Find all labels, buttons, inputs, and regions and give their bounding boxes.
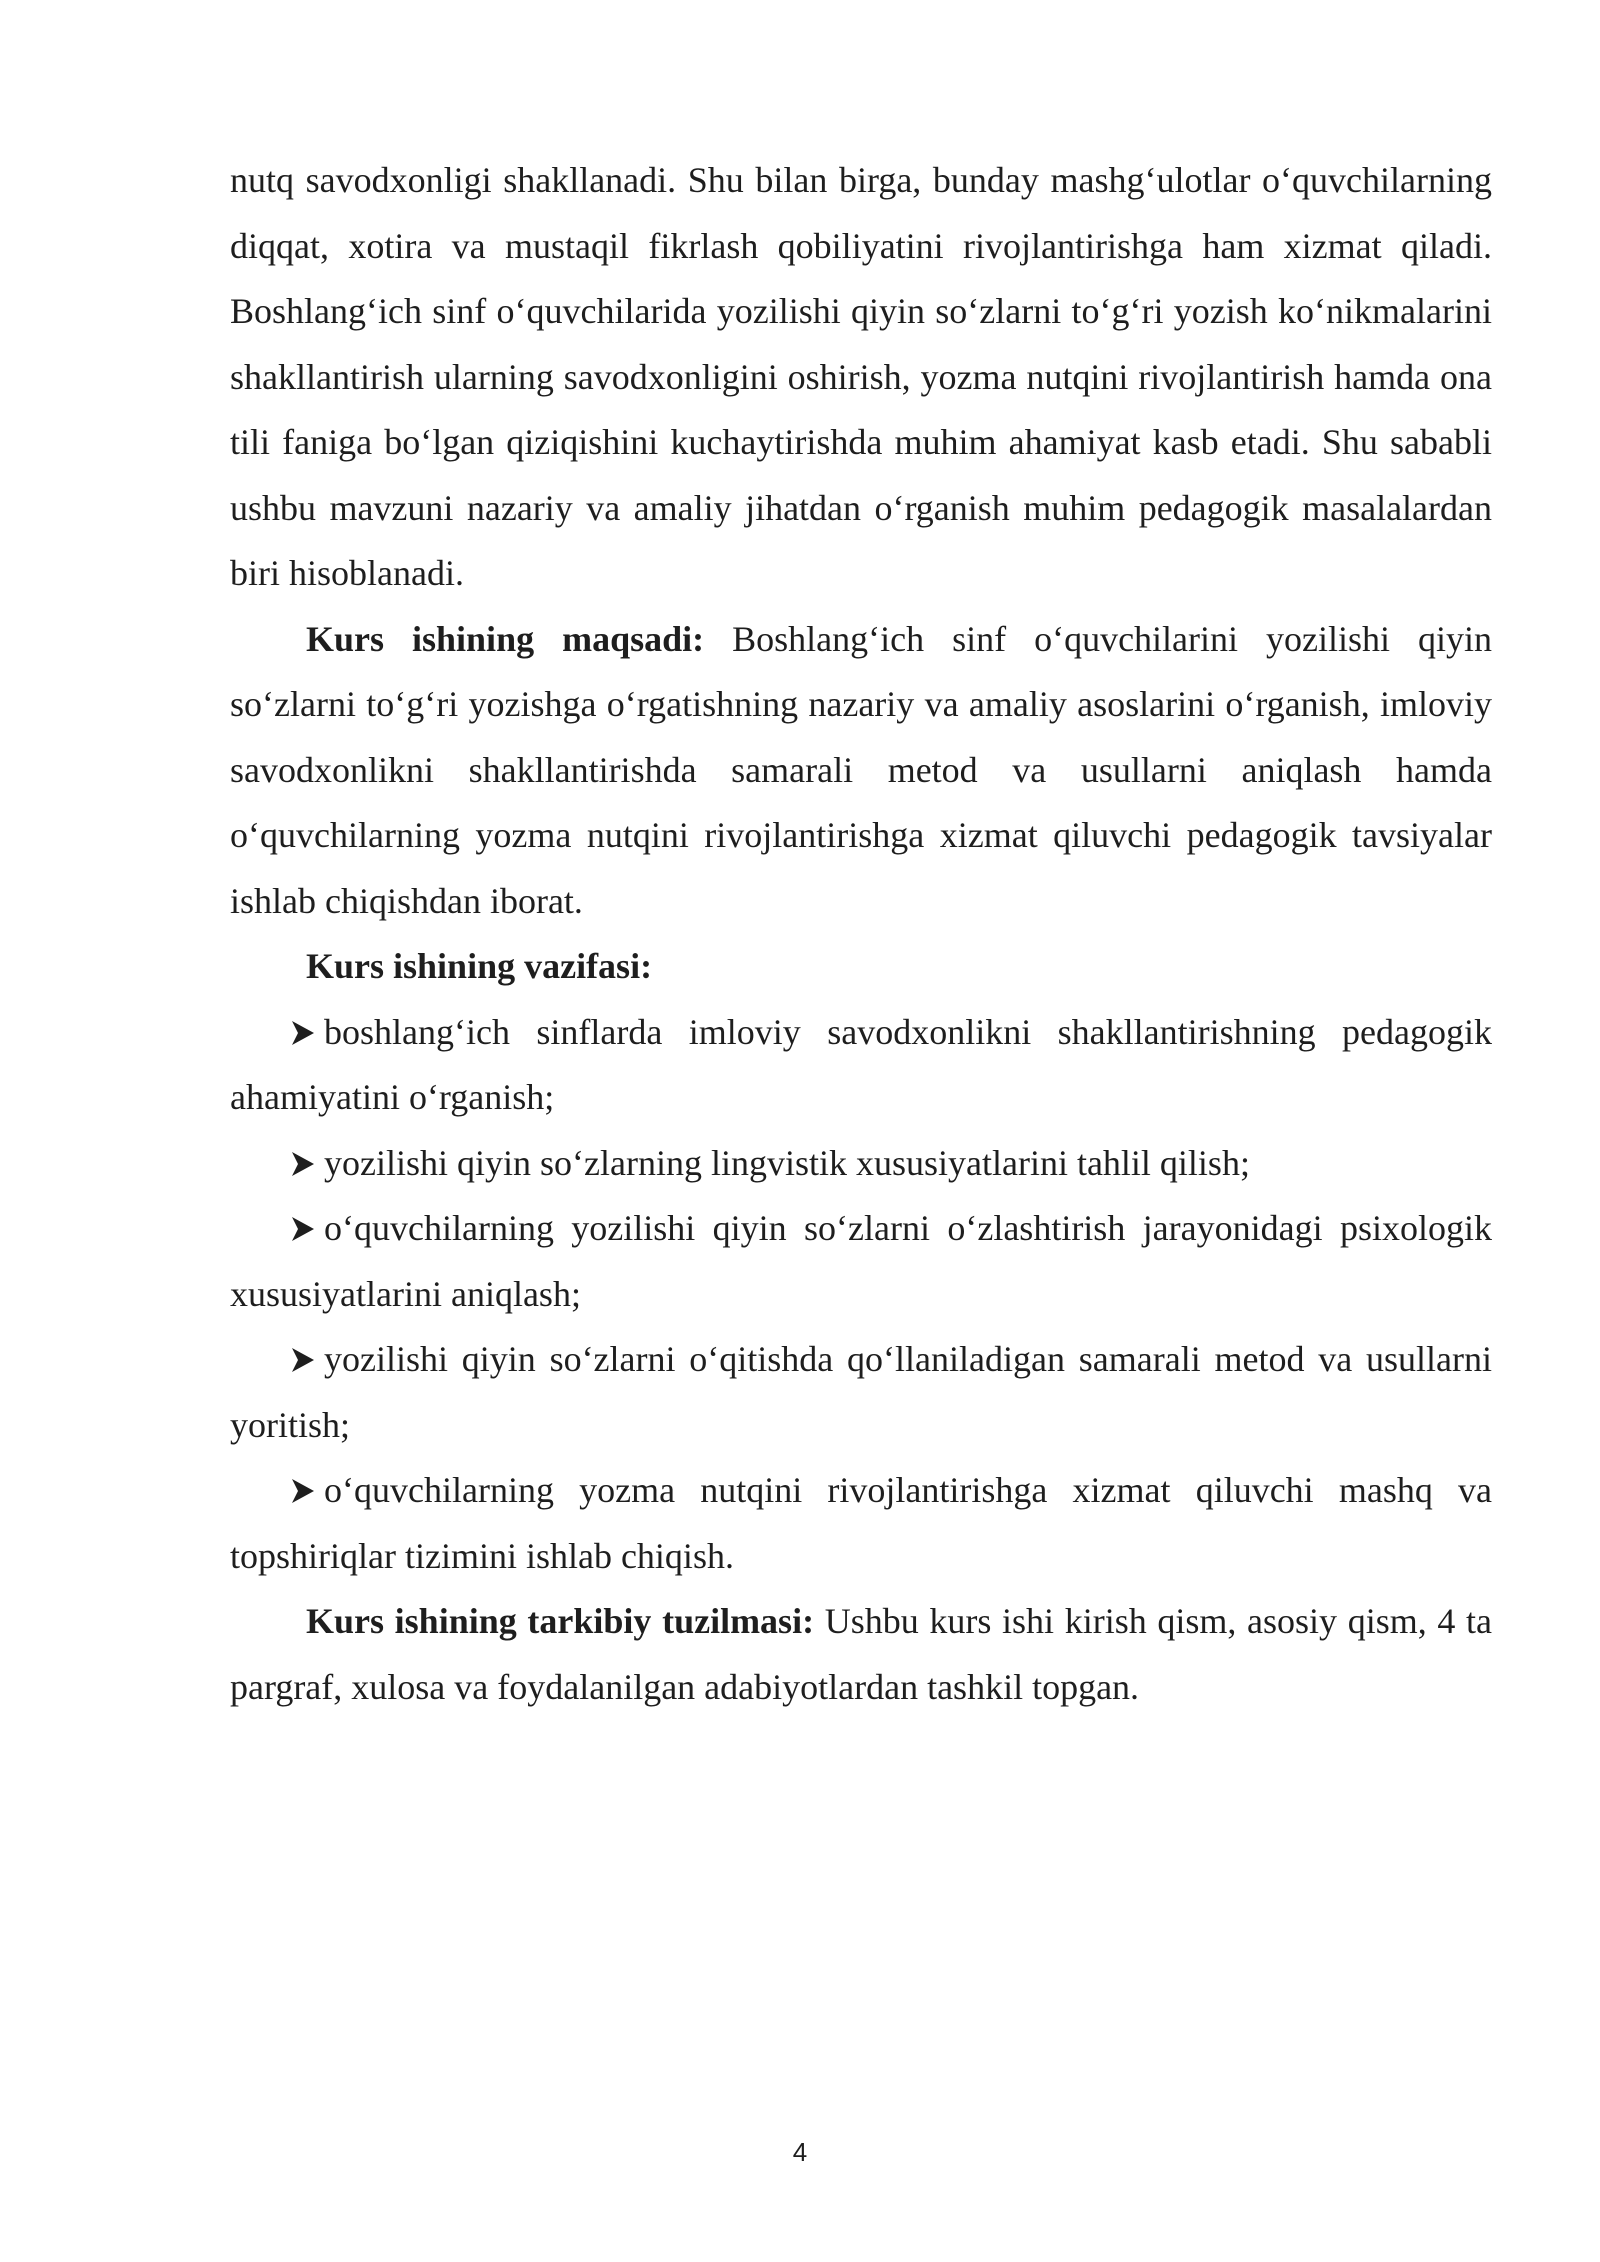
- structure-text: Ushbu kurs ishi kirish qism, asosiy qism, 4 ta pargraf, xulosa va foydalanilgan adabiyotlardan tashkil topgan.: [230, 1601, 1492, 1707]
- intro-paragraph: [230, 148, 1492, 607]
- task-item: [230, 1196, 1492, 1327]
- goal-paragraph: [230, 607, 1492, 935]
- structure-heading: Kurs ishining tarkibiy tuzilmasi:: [306, 1601, 815, 1641]
- task-item: [230, 1000, 1492, 1131]
- task-text: yozilishi qiyin so‘zlarning lingvistik xususiyatlarini tahlil qilish;: [324, 1142, 1250, 1183]
- tasks-heading-paragraph: [230, 934, 1492, 1000]
- structure-paragraph: [230, 1589, 1492, 1720]
- task-text: o‘quvchilarning yozma nutqini rivojlantirishga xizmat qiluvchi mashq va topshiriqlar tizimini ishlab chiqish.: [230, 1470, 1492, 1576]
- body-text: [230, 148, 1492, 1720]
- arrow-icon: [290, 1019, 316, 1047]
- arrow-icon: [290, 1346, 316, 1374]
- task-text: o‘quvchilarning yozilishi qiyin so‘zlarni o‘zlashtirish jarayonidagi psixologik xususiyatlarini aniqlash;: [230, 1208, 1492, 1314]
- intro-text: nutq savodxonligi shakllanadi. Shu bilan birga, bunday mashg‘ulotlar o‘quvchilarning diqqat, xotira va mustaqil fikrlash qobiliyatini rivojlantirishga ham xizmat qiladi. Boshlang‘ich sinf o‘quvchilarida yozilishi qiyin so‘zlarni to‘g‘ri yozish ko‘nikmalarini shakllantirish ularning savodxonligini oshirish, yozma nutqini rivojlantirish hamda ona tili faniga bo‘lgan qiziqishini kuchaytirishda muhim ahamiyat kasb etadi. Shu sababli ushbu mavzuni nazariy va amaliy jihatdan o‘rganish muhim pedagogik masalalardan biri hisoblanadi.: [230, 160, 1492, 593]
- task-text: yozilishi qiyin so‘zlarni o‘qitishda qo‘llaniladigan samarali metod va usullarni yoritish;: [230, 1339, 1492, 1445]
- task-item: [230, 1327, 1492, 1458]
- arrow-icon: [290, 1215, 316, 1243]
- arrow-icon: [290, 1150, 316, 1178]
- page-number: 4: [792, 2137, 808, 2167]
- tasks-heading: Kurs ishining vazifasi:: [306, 946, 653, 986]
- goal-heading: Kurs ishining maqsadi:: [306, 618, 705, 659]
- task-item: [230, 1131, 1492, 1197]
- task-item: [230, 1458, 1492, 1589]
- goal-text: Boshlang‘ich sinf o‘quvchilarini yozilishi qiyin so‘zlarni to‘g‘ri yozishga o‘rgatishning nazariy va amaliy asoslarini o‘rganish, imloviy savodxonlikni shakllantirishda samarali metod va usullarni aniqlash hamda o‘quvchilarning yozma nutqini rivojlantirishga xizmat qiluvchi pedagogik tavsiyalar ishlab chiqishdan iborat.: [230, 618, 1493, 921]
- arrow-icon: [290, 1477, 316, 1505]
- task-text: boshlang‘ich sinflarda imloviy savodxonlikni shakllantirishning pedagogik ahamiyatini o‘rganish;: [230, 1011, 1492, 1117]
